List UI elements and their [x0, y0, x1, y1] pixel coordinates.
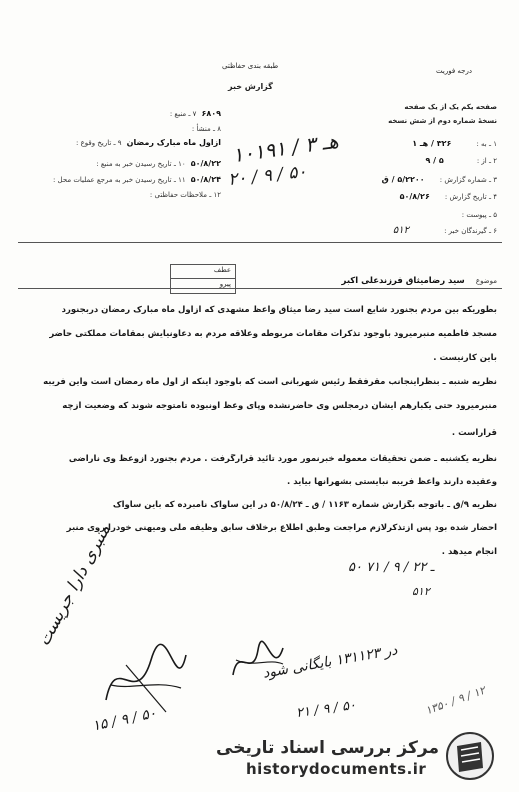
- archive-logo-icon: [445, 730, 495, 782]
- follow-up-label: پیرو: [219, 280, 231, 288]
- local-received-date-field: ۵۰/۸/۲۴ ۱۱ ـ تاریخ رسیدن خبر به مرجع عملیات محل :: [52, 175, 221, 184]
- handwritten-file-instruction: در ۱۳۱۱۲۳ بایگانی شود: [261, 642, 399, 682]
- classification-title: طبقه بندی حفاظتی: [222, 62, 279, 70]
- subject-divider: [18, 288, 502, 289]
- header-divider: [18, 242, 502, 243]
- handwritten-date-left: ۱۵ / ۹ / ۵۰: [91, 705, 158, 735]
- handwritten-reference-date: ۲۰ / ۹ / ۵۰: [227, 161, 308, 191]
- body-line: مسجد فاطمیه منبرمیرود باوجود تذکرات مقامات مربوطه وعلاقه مردم به دعاونیایش بمقامات مملکتی حاضر: [49, 329, 497, 339]
- recipients-field: ۶ ـ گیرندگان خبر : ۵۱۲: [392, 225, 497, 236]
- origin-field: ۸ ـ منشأ :: [191, 125, 221, 133]
- attachment-field: ۵ ـ پیوست :: [461, 211, 497, 219]
- archive-url: historydocuments.ir: [246, 760, 427, 778]
- report-number-field: ۳ ـ شماره گزارش : ۵/۲۲۰۰ / ق: [381, 175, 497, 184]
- handwritten-date-center: ۲۱ / ۹ / ۵۰: [295, 697, 357, 722]
- body-line: قراراست .: [451, 428, 497, 438]
- reference-table: [170, 264, 236, 294]
- handwritten-margin-note: منبری دارا جریست: [34, 521, 115, 650]
- body-line: باین کارنیست .: [433, 353, 497, 363]
- body-line: انجام میدهد .: [441, 547, 497, 557]
- reference-label: عطف: [213, 266, 231, 274]
- report-title: گزارش خبر: [228, 82, 273, 91]
- from-field: ۲ ـ از : ۵ / ۹: [425, 156, 497, 165]
- report-date-field: ۴ ـ تاریخ گزارش : ۵۰/۸/۲۶: [399, 192, 497, 201]
- body-line: نظریه شنبه ـ بنظراینجانب مقرفقط رئیس شهربانی است که باوجود اینکه از اول ماه رمضان است واین فریبه: [43, 377, 497, 387]
- event-date-field: ازاول ماه مبارک رمضان ۹ ـ تاریخ وقوع :: [76, 138, 221, 147]
- body-line: منبرمیرود حتی یکبارهم ایشان درمجلس وی حاضرنشده وپای وعظ اونبوده تامتوجه شوند که وضعیت ازچه: [62, 401, 497, 411]
- body-line: احضار شده بود پس ازتذکرلازم مراجعت وطبق اطلاع برخلاف سابق وظیفه ملی ومیهنی خودرا روی منبر: [66, 523, 497, 533]
- priority-label: درجه فوریت: [436, 67, 472, 75]
- copy-number-line: نسخهٔ شماره دوم از شش نسخه: [388, 117, 497, 125]
- archive-name: مرکز بررسی اسناد تاریخی: [216, 738, 439, 758]
- handwritten-ref-line: ۵۰ ـ ۲۲ / ۹ / ۷۱: [348, 560, 435, 575]
- handwritten-code: ۵۱۲: [412, 585, 430, 598]
- body-line: نظریه ۹/ق ـ باتوجه بگزارش شماره ۱۱۶۳ / ق ـ ۵۰/۸/۲۴ در این ساواک نامبرده که باین ساواک: [112, 500, 497, 510]
- date-stamp: ۱۳۵۰ / ۹ / ۱۲: [423, 683, 488, 718]
- source-received-date-field: ۵۰/۸/۲۲ ۱۰ ـ تاریخ رسیدن خبر به منبع :: [96, 159, 221, 168]
- body-line: وعقیده دارند واعظ فریبه نبایستی بشهرآنها بیاید .: [287, 477, 497, 487]
- subject-line: موضوع سید رضامیثاق فرزندعلی اکبر: [341, 276, 497, 286]
- page-count-line: صفحه یکم یک از یک صفحه: [404, 103, 497, 111]
- to-field: ۱ ـ به : ۳۲۶ / هـ ۱: [412, 139, 497, 148]
- body-line: بطوریکه بین مردم بجنورد شایع است سید رضا میثاق واعظ مشهدی که ازاول ماه مبارک رمضان دربجنورد: [61, 305, 497, 315]
- handwritten-reference: ۱۰۱۹۱ / هـ ۳: [230, 128, 340, 168]
- body-line: نظریه یکشنبه ـ ضمن تحقیقات معموله خبرنمور مورد تائید قرارگرفت . مردم بجنورد ازوعظ وی ناراضی: [68, 454, 497, 464]
- security-notes-field: ۱۲ ـ ملاحظات حفاظتی :: [149, 191, 221, 199]
- source-field: ۶۸۰۹ ۷ ـ منبع :: [169, 109, 221, 118]
